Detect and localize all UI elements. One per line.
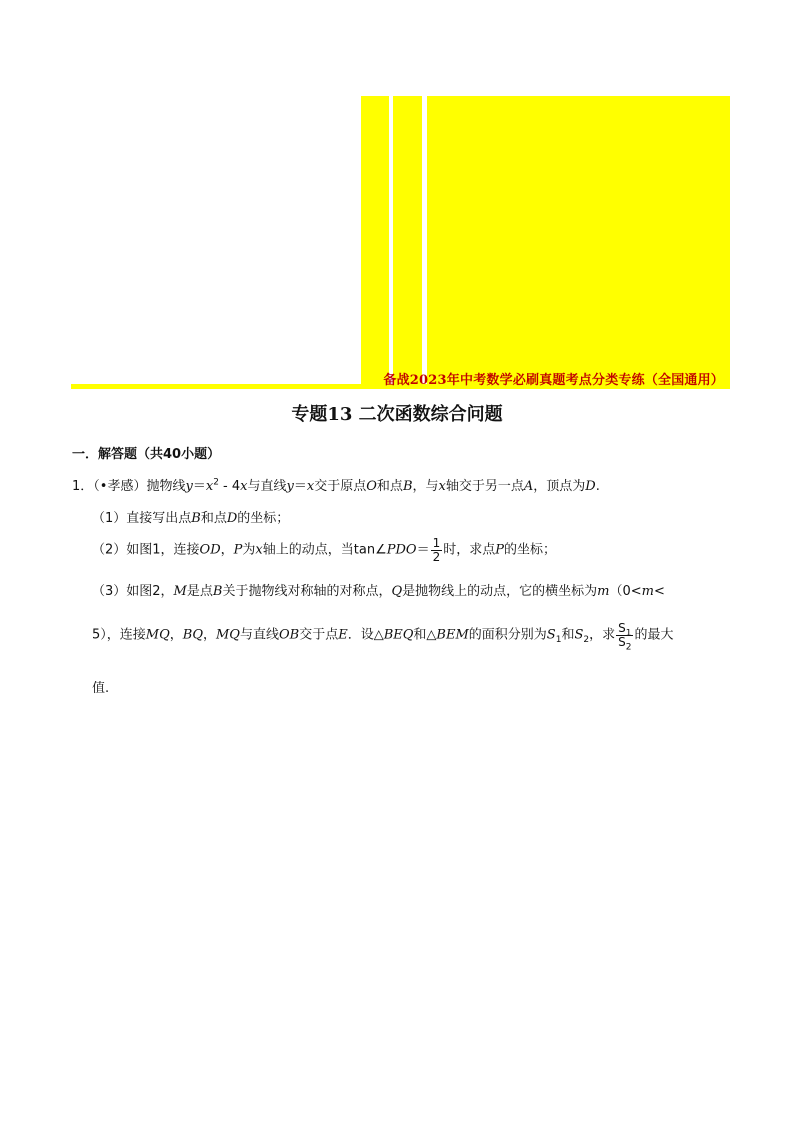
header-banner <box>71 96 730 389</box>
problem-part-3-line-2: 5），连接MQ，BQ，MQ与直线OB交于点E．设△BEQ和△BEM的面积分别为$S_1$和$S_2$，求 $\frac{S_1}{S_2}$ 的最大 <box>92 621 674 652</box>
problem-stem: 1．（•孝感）抛物线$y=x^2 - 4x$与直线y＝x交于原点O和点B，与x轴交于另一点A，顶点为D. <box>72 477 600 494</box>
problem-part-1: （1）直接写出点B和点D的坐标； <box>92 511 290 526</box>
problem-number: 1． <box>72 479 94 494</box>
problem-part-3-line-1: （3）如图2，M是点B关于抛物线对称轴的对称点，Q是抛物线上的动点，它的横坐标为m（0<m< <box>92 584 665 599</box>
banner-yellow-panel <box>427 96 730 384</box>
problem-part-2: （2）如图1，连接OD，P为x轴上的动点，当tan∠PDO＝ $\frac{1}{2}$ 时，求点P的坐标； <box>92 536 556 564</box>
document-title: 专题13 二次函数综合问题 <box>291 404 503 425</box>
section-heading: 一．解答题（共40小题） <box>72 447 221 462</box>
problem-source: （•孝感） <box>93 479 147 494</box>
fraction-s1-over-s2: $\frac{S_1}{S_2}$ <box>618 621 632 652</box>
series-title: 备战2023年中考数学必刷真题考点分类专练（全国通用） <box>383 373 724 388</box>
banner-yellow-stripe-2 <box>393 96 422 384</box>
banner-yellow-stripe-1 <box>361 96 389 384</box>
banner-white-panel <box>71 96 359 384</box>
problem-part-3-line-3: 值. <box>92 681 110 696</box>
fraction-one-half: $\frac{1}{2}$ <box>432 536 441 564</box>
